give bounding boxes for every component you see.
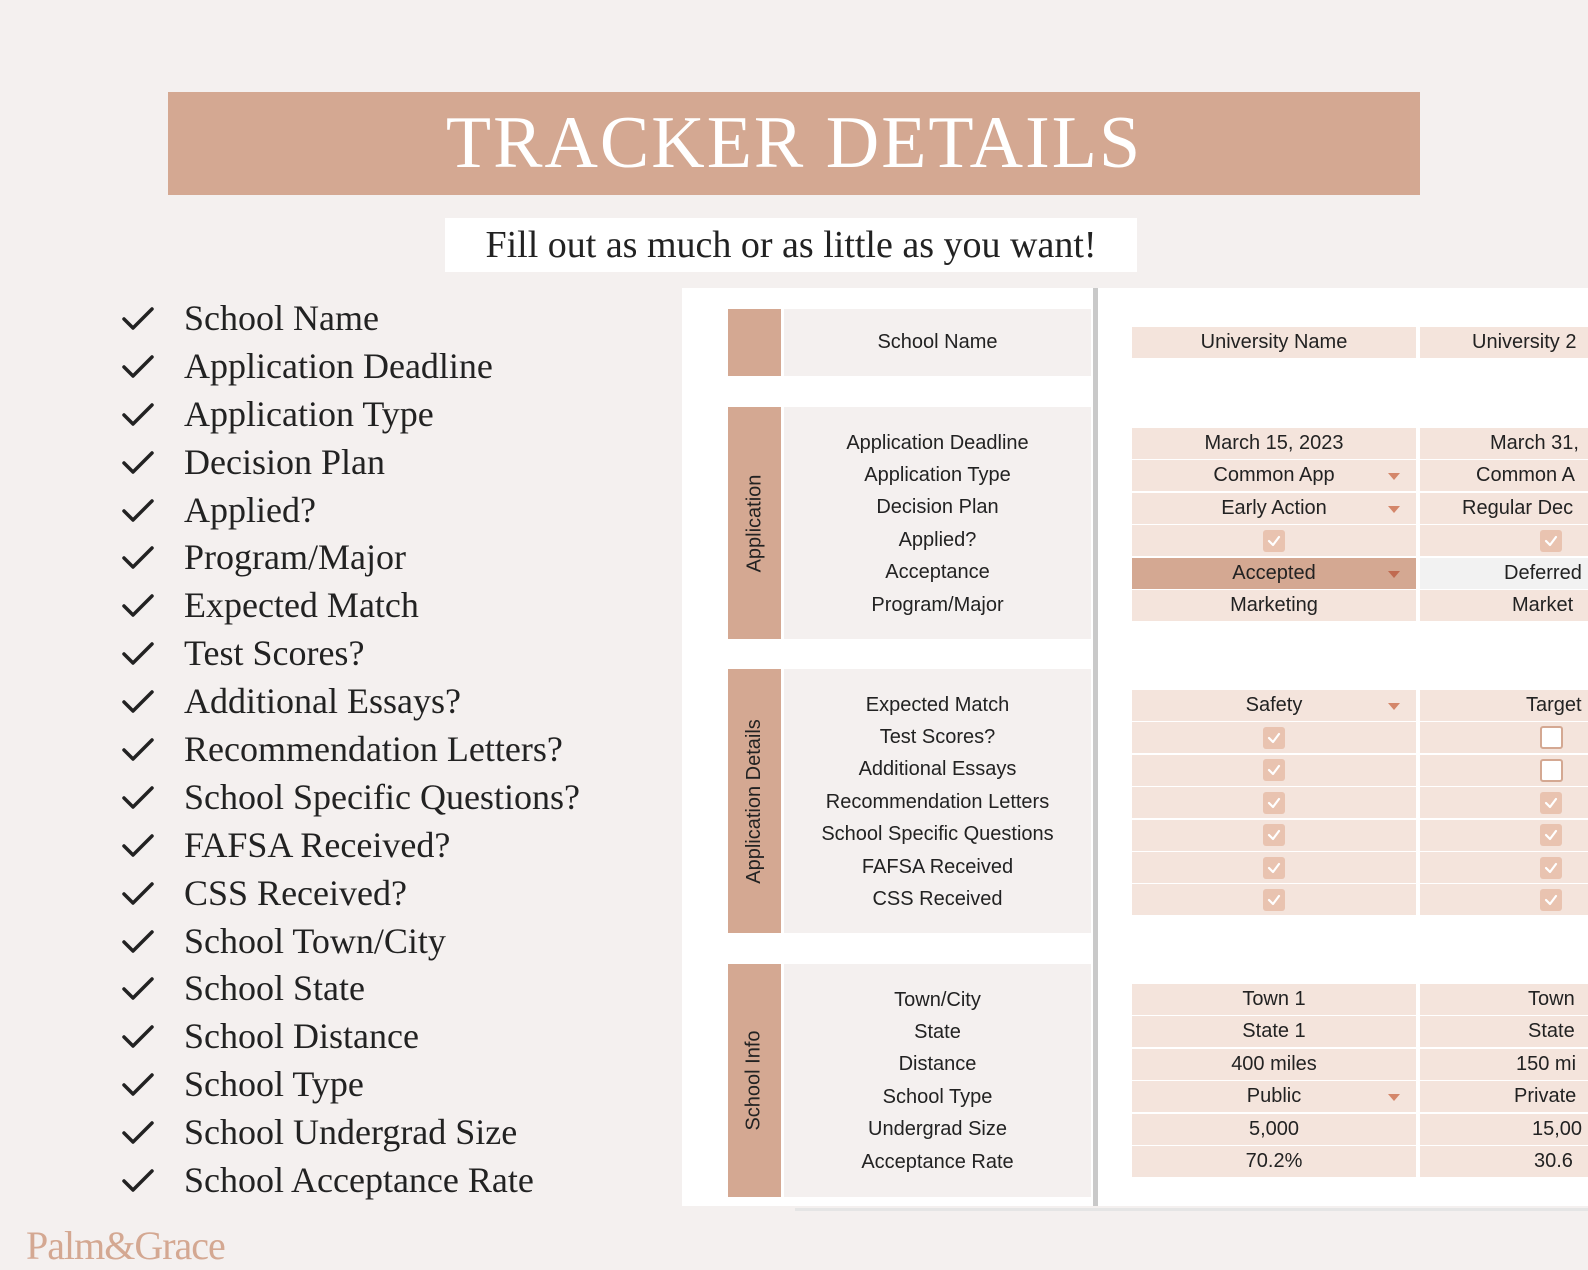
checklist-label: School Specific Questions? [184,776,580,817]
cell-acceptance-rate-value: 30.6 [1534,1150,1573,1172]
checklist-label: FAFSA Received? [184,824,451,865]
checklist-label: Application Type [184,393,434,434]
checklist-item [120,533,580,581]
checkmark-icon [120,779,156,815]
dropdown-arrow-icon[interactable] [1388,571,1400,578]
cell-deadline-value: March 31, [1490,432,1579,454]
cell-checkbox-0[interactable] [1420,722,1588,753]
checkmark-icon [120,827,156,863]
cell-decision-plan-value: Early Action [1221,496,1327,519]
checklist-item [120,725,580,773]
checked-checkbox-icon[interactable] [1263,759,1285,781]
checkmark-icon [120,731,156,767]
checklist-item [120,964,580,1012]
checklist-label: School State [184,968,365,1009]
checkmark-icon [120,683,156,719]
checked-checkbox-icon[interactable] [1263,530,1285,552]
cell-decision-plan[interactable] [1420,493,1588,524]
cell-state[interactable] [1420,1016,1588,1047]
cell-program-major[interactable] [1420,590,1588,621]
checkmark-icon [120,348,156,384]
checklist-label: School Undergrad Size [184,1112,518,1153]
checked-checkbox-icon[interactable] [1540,824,1562,846]
cell-applied[interactable] [1420,525,1588,556]
checklist-label: Recommendation Letters? [184,728,563,769]
checklist-item [120,581,580,629]
checked-checkbox-icon[interactable] [1263,727,1285,749]
cell-acceptance[interactable] [1132,558,1416,589]
checked-checkbox-icon[interactable] [1263,889,1285,911]
checkmark-icon [120,396,156,432]
row-label: School Type [882,1085,993,1108]
dropdown-arrow-icon[interactable] [1388,473,1400,480]
row-label: Additional Essays [858,758,1017,781]
cell-checkbox-5[interactable] [1132,884,1416,915]
dropdown-arrow-icon[interactable] [1388,506,1400,513]
cell-deadline-value: March 15, 2023 [1204,432,1344,454]
row-label: School Specific Questions [821,823,1054,846]
subtitle: Fill out as much or as little as you want! [445,218,1137,272]
info-labels [784,964,1091,1197]
checklist-item [120,773,580,821]
cell-checkbox-3[interactable] [1420,820,1588,851]
cell-checkbox-5[interactable] [1420,884,1588,915]
cell-acceptance-rate[interactable] [1420,1146,1588,1177]
checklist-label: School Name [184,297,379,338]
panel-bottom-border [795,1208,1588,1211]
checkmark-icon [120,1018,156,1054]
cell-school-name-value: University Name [1200,331,1348,353]
cell-school-type[interactable] [1420,1081,1588,1112]
checklist-item [120,1060,580,1108]
section-bar-school [728,309,781,376]
cell-expected-match-value: Safety [1245,694,1303,716]
cell-acceptance-value: Accepted [1232,561,1316,584]
cell-decision-plan[interactable] [1132,493,1416,524]
row-label: Test Scores? [879,726,996,749]
details-labels [784,669,1091,933]
cell-acceptance-rate-value: 70.2% [1245,1150,1303,1172]
checkmark-icon [120,492,156,528]
checkmark-icon [120,539,156,575]
checked-checkbox-icon[interactable] [1540,530,1562,552]
cell-decision-plan-value: Regular Dec [1462,496,1574,519]
checkmark-icon [120,300,156,336]
checkmark-icon [120,970,156,1006]
cell-acceptance-value: Deferred [1504,561,1582,584]
cell-deadline[interactable] [1132,428,1416,459]
checkmark-icon [120,1162,156,1198]
row-label: Decision Plan [876,496,999,519]
section-title-application: Application [743,474,765,572]
cell-acceptance-rate[interactable] [1132,1146,1416,1177]
checkmark-icon [120,1066,156,1102]
title-banner [168,92,1420,195]
checkmark-icon [120,923,156,959]
cell-state[interactable] [1132,1016,1416,1047]
application-labels [784,407,1091,639]
row-label: FAFSA Received [861,855,1014,878]
cell-town[interactable] [1420,984,1588,1015]
cell-checkbox-4[interactable] [1420,852,1588,883]
checklist-label: Decision Plan [184,441,385,482]
cell-distance[interactable] [1132,1049,1416,1080]
cell-application-type[interactable] [1132,460,1416,491]
checklist-label: School Acceptance Rate [184,1159,534,1200]
cell-program-major-value: Marketing [1230,594,1318,616]
checked-checkbox-icon[interactable] [1540,889,1562,911]
section-bar-info [728,964,781,1197]
column-divider [1093,288,1098,1206]
checklist-item [120,1108,580,1156]
section-title-details: Application Details [743,718,765,884]
row-label: Recommendation Letters [825,790,1050,813]
cell-application-type-value: Common A [1476,464,1575,487]
section-title-info: School Info [743,1030,766,1131]
row-label: State [914,1021,961,1044]
cell-applied[interactable] [1132,525,1416,556]
cell-school-type[interactable] [1132,1081,1416,1112]
checklist-label: Program/Major [184,537,406,578]
row-label: Town/City [894,988,981,1011]
cell-checkbox-2[interactable] [1420,787,1588,818]
checked-checkbox-icon[interactable] [1263,792,1285,814]
cell-checkbox-4[interactable] [1132,852,1416,883]
checklist-label: School Type [184,1064,364,1105]
feature-checklist [120,294,580,1204]
row-label: Application Deadline [846,431,1029,454]
row-label: Applied? [898,528,977,551]
brand-logo: Palm&Grace [26,1223,225,1268]
row-label-school-name: School Name [877,331,998,353]
cell-program-major[interactable] [1132,590,1416,621]
cell-checkbox-1[interactable] [1420,755,1588,786]
school-name-label-box [784,309,1091,376]
checked-checkbox-icon[interactable] [1263,824,1285,846]
cell-checkbox-3[interactable] [1132,820,1416,851]
checked-checkbox-icon[interactable] [1540,857,1562,879]
checklist-label: School Distance [184,1016,419,1057]
cell-program-major-value: Market [1512,594,1574,616]
cell-application-type[interactable] [1420,460,1588,491]
checkmark-icon [120,1114,156,1150]
row-label: CSS Received [872,888,1003,911]
cell-acceptance[interactable] [1420,558,1588,589]
checklist-item [120,629,580,677]
checkmark-icon [120,444,156,480]
checkmark-icon [120,875,156,911]
checklist-item [120,821,580,869]
row-label: Acceptance Rate [861,1150,1014,1173]
cell-checkbox-1[interactable] [1132,755,1416,786]
cell-state-value: State 1 [1242,1020,1306,1043]
row-label: Undergrad Size [868,1118,1007,1141]
row-label: Expected Match [865,693,1010,716]
checklist-item [120,677,580,725]
cell-distance-value: 150 mi [1516,1052,1577,1075]
checklist-label: Additional Essays? [184,681,461,722]
cell-school-name-value: University 2 [1472,331,1577,353]
checklist-label: Test Scores? [184,633,365,674]
checklist-item [120,342,580,390]
unchecked-checkbox-icon[interactable] [1540,759,1563,782]
cell-distance[interactable] [1420,1049,1588,1080]
cell-deadline[interactable] [1420,428,1588,459]
cell-undergrad-size-value: 15,00 [1532,1117,1583,1140]
row-label: Program/Major [871,593,1004,616]
cell-school-type-value: Public [1246,1085,1302,1108]
checklist-item [120,1012,580,1060]
section-bar-application [728,407,781,639]
checklist-item [120,1156,580,1204]
cell-undergrad-size[interactable] [1132,1114,1416,1145]
cell-application-type-value: Common App [1213,464,1335,487]
cell-distance-value: 400 miles [1231,1052,1317,1075]
dropdown-arrow-icon[interactable] [1388,703,1400,710]
checklist-label: Application Deadline [184,345,493,386]
cell-expected-match[interactable] [1132,690,1416,721]
checklist-label: Applied? [184,489,316,530]
cell-town[interactable] [1132,984,1416,1015]
checkmark-icon [120,635,156,671]
cell-expected-match[interactable] [1420,690,1588,721]
page-title: TRACKER DETAILS [445,102,1143,184]
checklist-item [120,390,580,438]
cell-checkbox-2[interactable] [1132,787,1416,818]
cell-school-name[interactable] [1420,327,1588,358]
row-label: Application Type [864,464,1011,487]
cell-school-type-value: Private [1514,1085,1577,1108]
cell-checkbox-0[interactable] [1132,722,1416,753]
checklist-item [120,917,580,965]
checklist-item [120,486,580,534]
cell-state-value: State [1528,1020,1575,1043]
checked-checkbox-icon[interactable] [1263,857,1285,879]
section-bar-details [728,669,781,933]
cell-expected-match-value: Target [1526,694,1582,716]
cell-undergrad-size-value: 5,000 [1248,1117,1300,1140]
cell-town-value: Town [1528,988,1575,1010]
checked-checkbox-icon[interactable] [1540,792,1562,814]
checklist-label: Expected Match [184,585,419,626]
checklist-label: School Town/City [184,920,446,961]
checklist-item [120,294,580,342]
unchecked-checkbox-icon[interactable] [1540,726,1563,749]
row-label: Distance [898,1053,977,1076]
cell-school-name[interactable] [1132,327,1416,358]
checklist-item [120,869,580,917]
cell-undergrad-size[interactable] [1420,1114,1588,1145]
checklist-label: CSS Received? [184,872,407,913]
row-label: Acceptance [885,561,990,584]
dropdown-arrow-icon[interactable] [1388,1094,1400,1101]
checkmark-icon [120,587,156,623]
checklist-item [120,438,580,486]
cell-town-value: Town 1 [1242,988,1306,1010]
